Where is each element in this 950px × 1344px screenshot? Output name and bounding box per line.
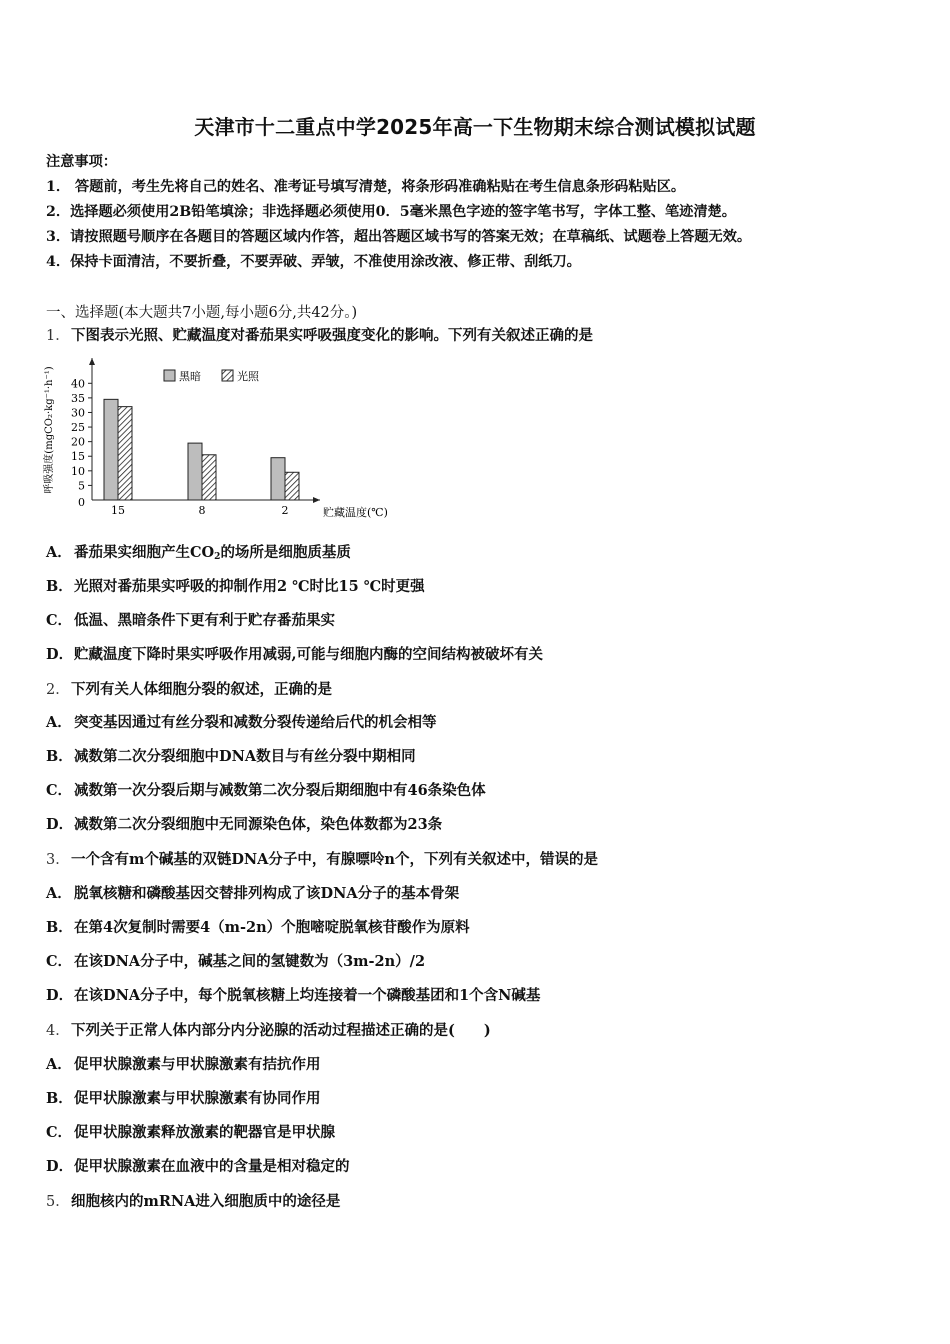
option-label: D．	[46, 987, 74, 1004]
option-label: D．	[46, 646, 74, 663]
question-text: 细胞核内的mRNA进入细胞质中的途径是	[71, 1193, 341, 1210]
option-label: C．	[46, 782, 73, 799]
option-4a[interactable]	[46, 1055, 321, 1075]
option-4c[interactable]	[46, 1123, 335, 1143]
option-label: D．	[46, 816, 74, 833]
y-tick-label: 25	[71, 421, 85, 435]
option-2d[interactable]	[46, 815, 442, 835]
option-text: 减数第二次分裂细胞中无同源染色体，染色体数都为23条	[74, 816, 443, 833]
question-text: 下图表示光照、贮藏温度对番茄果实呼吸强度变化的影响。下列有关叙述正确的是	[71, 327, 593, 344]
notice-item-number: 4．	[46, 254, 71, 270]
option-1d[interactable]	[46, 645, 543, 665]
bar-dark	[104, 399, 118, 500]
option-label: C．	[46, 612, 73, 629]
y-tick-label: 0	[78, 496, 85, 509]
legend-label-dark: 黑暗	[179, 370, 201, 383]
option-label: B．	[46, 1090, 73, 1107]
notice-item-number: 1．	[46, 179, 71, 195]
option-1c[interactable]	[46, 611, 335, 631]
question-stem	[46, 680, 332, 700]
x-tick-label: 8	[198, 504, 206, 517]
option-1a[interactable]	[46, 543, 351, 567]
option-2c[interactable]	[46, 781, 486, 801]
subscript: 2	[214, 552, 221, 562]
option-label: D．	[46, 1158, 74, 1175]
option-label: A．	[46, 544, 72, 561]
option-text: 光照对番茄果实呼吸的抑制作用2 ℃时比15 ℃时更强	[74, 578, 425, 595]
legend-label-light: 光照	[237, 370, 259, 383]
notice-section	[46, 152, 751, 277]
page-title: 天津市十二重点中学2025年高一下生物期末综合测试模拟试题	[194, 115, 756, 139]
x-axis-label: 贮藏温度(℃)	[323, 506, 388, 519]
option-text: 促甲状腺激素释放激素的靶器官是甲状腺	[74, 1124, 335, 1141]
option-text: 促甲状腺激素与甲状腺激素有拮抗作用	[74, 1056, 321, 1073]
question-number: 3．	[46, 852, 70, 868]
option-text: 减数第一次分裂后期与减数第二次分裂后期细胞中有46条染色体	[74, 782, 486, 799]
question-number: 1．	[46, 328, 70, 344]
option-1b[interactable]	[46, 577, 425, 597]
y-axis-label: 呼吸强度(mgCO₂·kg⁻¹·h⁻¹)	[44, 366, 55, 494]
notice-item	[46, 252, 751, 277]
question-stem	[46, 850, 598, 870]
option-text: 番茄果实细胞产生CO	[74, 544, 215, 561]
notice-item	[46, 177, 751, 202]
option-text: 促甲状腺激素与甲状腺激素有协同作用	[74, 1090, 321, 1107]
option-3d[interactable]	[46, 986, 540, 1006]
y-tick-label: 40	[71, 377, 85, 391]
option-2a[interactable]	[46, 713, 437, 733]
option-text: 突变基因通过有丝分裂和减数分裂传递给后代的机会相等	[74, 714, 437, 731]
option-label: A．	[46, 885, 72, 902]
y-tick-label: 10	[71, 464, 85, 478]
question-stem	[46, 1192, 340, 1212]
notice-item-text: 保持卡面清洁，不要折叠，不要弄破、弄皱，不准使用涂改液、修正带、刮纸刀。	[70, 254, 581, 270]
y-tick-label: 5	[78, 479, 85, 493]
option-label: C．	[46, 1124, 73, 1141]
option-text-tail: 的场所是细胞质基质	[220, 544, 351, 561]
notice-item	[46, 202, 751, 227]
x-axis-arrow	[313, 497, 320, 503]
bar-dark	[188, 443, 202, 500]
notice-item-text: 选择题必须使用2B铅笔填涂；非选择题必须使用0．5毫米黑色字迹的签字笔书写，字体工整、笔迹清楚。	[70, 204, 736, 220]
y-tick-label: 20	[71, 435, 85, 449]
y-tick-label: 15	[71, 450, 85, 464]
option-label: B．	[46, 578, 73, 595]
option-2b[interactable]	[46, 747, 416, 767]
x-tick-label: 15	[111, 504, 125, 517]
section-title: 一、选择题(本大题共7小题,每小题6分,共42分。)	[46, 305, 358, 321]
option-text: 在该DNA分子中，每个脱氧核糖上均连接着一个磷酸基团和1个含N碱基	[74, 987, 541, 1004]
option-label: A．	[46, 1056, 72, 1073]
bar-light	[202, 455, 216, 500]
option-text: 在该DNA分子中，碱基之间的氢键数为（3m-2n）/2	[74, 953, 426, 970]
option-text: 脱氧核糖和磷酸基因交替排列构成了该DNA分子的基本骨架	[74, 885, 460, 902]
bar-dark	[271, 458, 285, 500]
notice-item-number: 3．	[46, 229, 71, 245]
option-label: B．	[46, 919, 73, 936]
option-text: 促甲状腺激素在血液中的含量是相对稳定的	[74, 1158, 350, 1175]
option-3c[interactable]	[46, 952, 425, 972]
option-text: 减数第二次分裂细胞中DNA数目与有丝分裂中期相同	[74, 748, 416, 765]
question-stem	[46, 326, 593, 346]
question-number: 2．	[46, 682, 70, 698]
y-axis-arrow	[89, 358, 95, 365]
legend-swatch-light	[222, 370, 233, 381]
question-text: 下列有关人体细胞分裂的叙述，正确的是	[71, 681, 332, 698]
option-label: A．	[46, 714, 72, 731]
bar-light	[285, 472, 299, 500]
option-4b[interactable]	[46, 1089, 321, 1109]
y-tick-label: 35	[71, 391, 85, 405]
question-text: 下列关于正常人体内部分内分泌腺的活动过程描述正确的是( )	[71, 1022, 491, 1039]
notice-item-number: 2．	[46, 204, 71, 220]
question-number: 5．	[46, 1194, 70, 1210]
option-3b[interactable]	[46, 918, 470, 938]
option-text: 贮藏温度下降时果实呼吸作用减弱,可能与细胞内酶的空间结构被破坏有关	[74, 646, 544, 663]
bar-light	[118, 407, 132, 500]
notice-heading: 注意事项：	[46, 154, 117, 170]
option-3a[interactable]	[46, 884, 459, 904]
question-text: 一个含有m个碱基的双链DNA分子中，有腺嘌呤n个，下列有关叙述中，错误的是	[71, 851, 598, 868]
notice-item-text: 请按照题号顺序在各题目的答题区域内作答，超出答题区域书写的答案无效；在草稿纸、试题卷上答题无效。	[70, 229, 752, 245]
y-tick-label: 30	[71, 406, 85, 420]
legend-swatch-dark	[164, 370, 175, 381]
option-4d[interactable]	[46, 1157, 350, 1177]
question-number: 4．	[46, 1023, 70, 1039]
respiration-bar-chart	[40, 352, 410, 524]
question-stem	[46, 1021, 491, 1041]
option-text: 在第4次复制时需要4（m-2n）个胞嘧啶脱氧核苷酸作为原料	[74, 919, 470, 936]
notice-item-text: 答题前，考生先将自己的姓名、准考证号填写清楚，将条形码准确粘贴在考生信息条形码粘贴区。	[70, 179, 686, 195]
x-tick-label: 2	[281, 504, 289, 517]
option-text: 低温、黑暗条件下更有利于贮存番茄果实	[74, 612, 335, 629]
option-label: B．	[46, 748, 73, 765]
option-label: C．	[46, 953, 73, 970]
notice-item	[46, 227, 751, 252]
